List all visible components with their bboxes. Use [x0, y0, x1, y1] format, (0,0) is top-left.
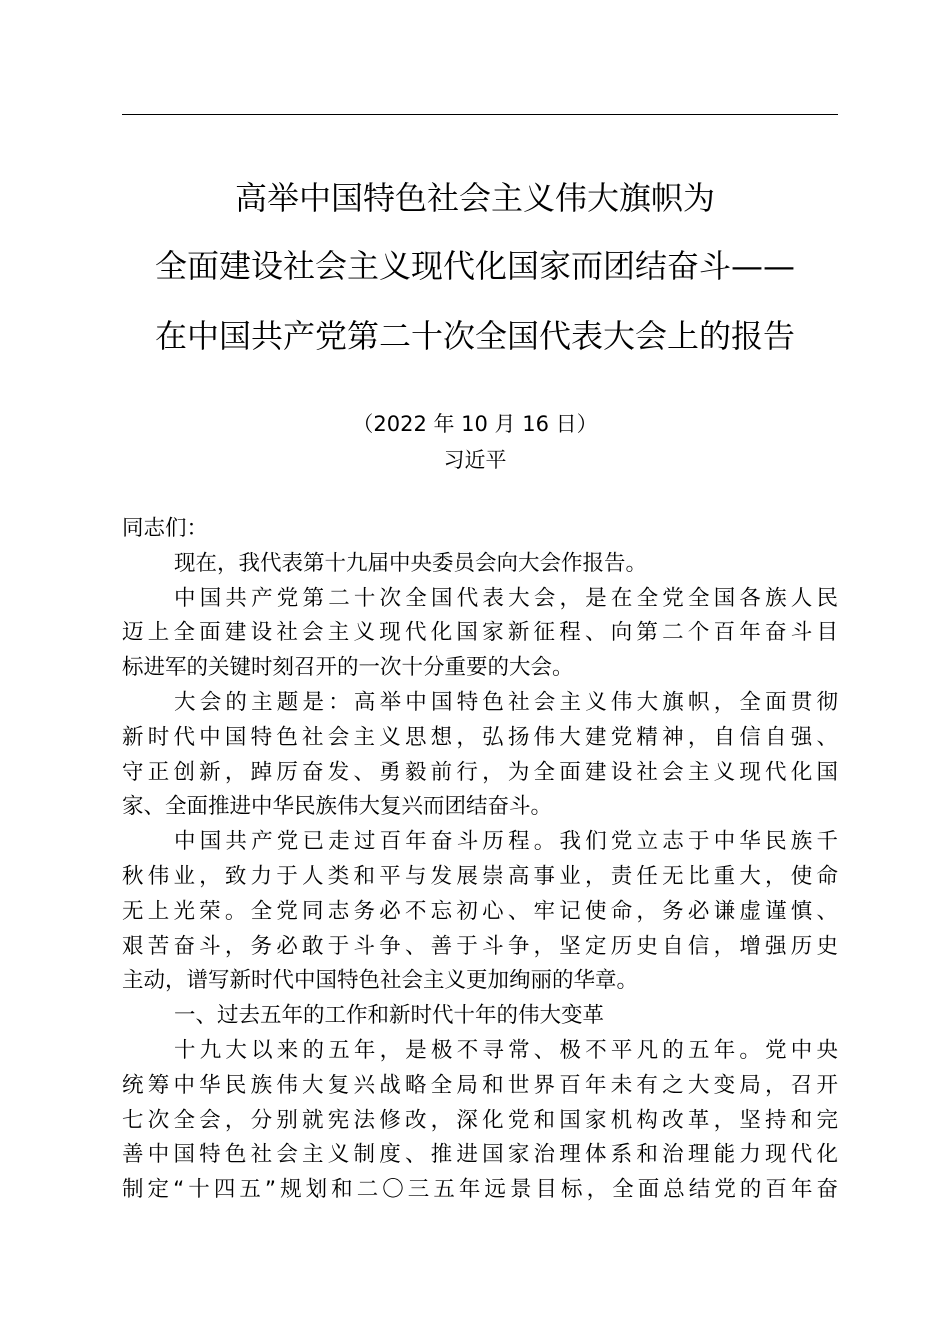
body-line: 统筹中华民族伟大复兴战略全局和世界百年未有之大变局，召开	[122, 1072, 838, 1098]
salutation: 同志们：	[122, 516, 209, 541]
title-line-2: 全面建设社会主义现代化国家而团结奋斗——	[154, 247, 795, 285]
body-line: 新时代中国特色社会主义思想，弘扬伟大建党精神，自信自强、	[122, 724, 838, 750]
body-line: 制定“十四五”规划和二〇三五年远景目标，全面总结党的百年奋	[122, 1177, 838, 1203]
body-line: 无上光荣。全党同志务必不忘初心、牢记使命，务必谦虚谨慎、	[122, 898, 838, 924]
section-heading: 一、过去五年的工作和新时代十年的伟大变革	[174, 1003, 605, 1029]
body-line: 艰苦奋斗，务必敢于斗争、善于斗争，坚定历史自信，增强历史	[122, 933, 838, 959]
body-line: 中国共产党已走过百年奋斗历程。我们党立志于中华民族千	[174, 829, 838, 855]
report-body	[122, 512, 838, 1208]
report-date: （2022 年 10 月 16 日）	[352, 412, 598, 436]
title-line-3: 在中国共产党第二十次全国代表大会上的报告	[154, 317, 795, 355]
body-line: 大会的主题是：高举中国特色社会主义伟大旗帜，全面贯彻	[174, 689, 838, 715]
body-line: 十九大以来的五年，是极不寻常、极不平凡的五年。党中央	[174, 1037, 838, 1063]
header-rule	[122, 114, 838, 115]
body-line: 现在，我代表第十九届中央委员会向大会作报告。	[174, 550, 648, 576]
body-line: 善中国特色社会主义制度、推进国家治理体系和治理能力现代化	[122, 1142, 838, 1168]
body-line: 七次全会，分别就宪法修改，深化党和国家机构改革，坚持和完	[122, 1107, 838, 1133]
author: 习近平	[443, 448, 507, 472]
body-line: 标进军的关键时刻召开的一次十分重要的大会。	[122, 655, 574, 681]
body-line: 主动，谱写新时代中国特色社会主义更加绚丽的华章。	[122, 968, 639, 994]
body-line: 中国共产党第二十次全国代表大会，是在全党全国各族人民	[174, 585, 838, 611]
body-line: 迈上全面建设社会主义现代化国家新征程、向第二个百年奋斗目	[122, 620, 838, 646]
body-line: 家、全面推进中华民族伟大复兴而团结奋斗。	[122, 794, 553, 820]
title-line-1: 高举中国特色社会主义伟大旗帜为	[234, 179, 715, 217]
body-line: 秋伟业，致力于人类和平与发展崇高事业，责任无比重大，使命	[122, 863, 838, 889]
body-line: 守正创新，踔厉奋发、勇毅前行，为全面建设社会主义现代化国	[122, 759, 838, 785]
